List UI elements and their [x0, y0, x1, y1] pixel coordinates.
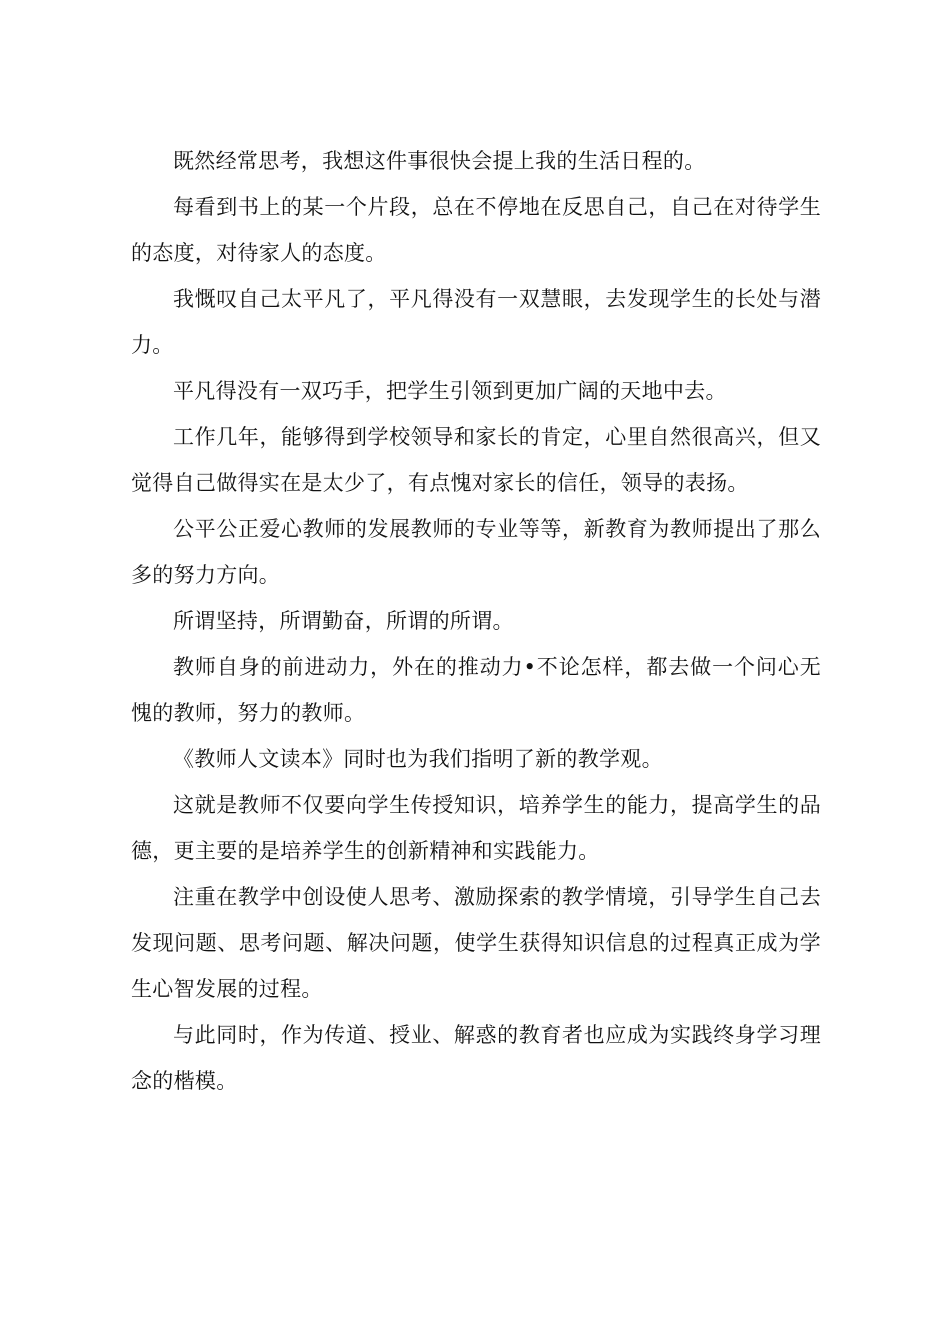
paragraph-8: 教师自身的前进动力，外在的推动力•不论怎样，都去做一个问心无愧的教师，努力的教师。 [131, 655, 821, 725]
paragraph-3: 我慨叹自己太平凡了，平凡得没有一双慧眼，去发现学生的长处与潜力。 [131, 287, 821, 357]
paragraph-5: 工作几年，能够得到学校领导和家长的肯定，心里自然很高兴，但又觉得自己做得实在是太少了，有点愧对家长的信任，领导的表扬。 [131, 425, 821, 495]
paragraph-7: 所谓坚持，所谓勤奋，所谓的所谓。 [173, 609, 514, 633]
document-body [131, 138, 821, 1104]
paragraph-10: 这就是教师不仅要向学生传授知识，培养学生的能力，提高学生的品德，更主要的是培养学生的创新精神和实践能力。 [131, 793, 821, 863]
paragraph-12: 与此同时，作为传道、授业、解惑的教育者也应成为实践终身学习理念的楷模。 [131, 1023, 821, 1093]
paragraph-9: 《教师人文读本》同时也为我们指明了新的教学观。 [173, 747, 663, 771]
paragraph-6: 公平公正爱心教师的发展教师的专业等等，新教育为教师提出了那么多的努力方向。 [131, 517, 821, 587]
paragraph-2: 每看到书上的某一个片段，总在不停地在反思自己，自己在对待学生的态度，对待家人的态度。 [131, 195, 821, 265]
paragraph-11: 注重在教学中创设使人思考、激励探索的教学情境，引导学生自己去发现问题、思考问题、解决问题，使学生获得知识信息的过程真正成为学生心智发展的过程。 [131, 885, 821, 1001]
paragraph-1: 既然经常思考，我想这件事很快会提上我的生活日程的。 [173, 149, 706, 173]
paragraph-4: 平凡得没有一双巧手，把学生引领到更加广阔的天地中去。 [173, 379, 727, 403]
